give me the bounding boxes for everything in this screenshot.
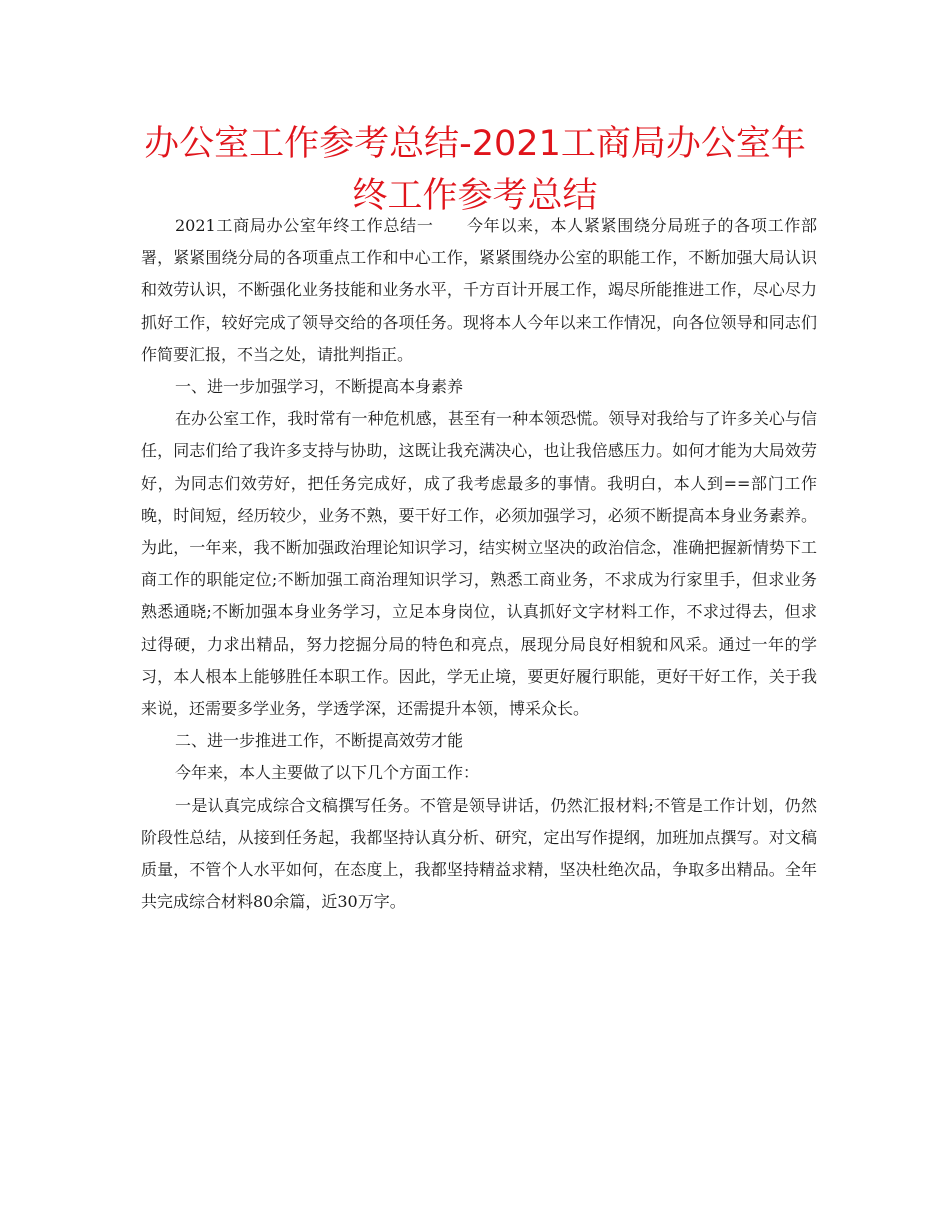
intro-paragraph: 2021工商局办公室年终工作总结一 今年以来，本人紧紧围绕分局班子的各项工作部署，紧紧围绕分局的各项重点工作和中心工作，紧紧围绕办公室的职能工作，不断加强大局认识和效劳认识，不断强化业务技能和业务水平，千方百计开展工作，竭尽所能推进工作，尽心尽力抓好工作，较好完成了领导交给的各项任务。现将本人今年以来工作情况，向各位领导和同志们作简要汇报，不当之处，请批判指正。 bbox=[141, 216, 817, 364]
document-title: 办公室工作参考总结-2021工商局办公室年终工作参考总结 bbox=[144, 124, 806, 216]
section-heading-1: 一、进一步加强学习，不断提高本身素养 bbox=[175, 377, 464, 397]
section-paragraph-1: 在办公室工作，我时常有一种危机感，甚至有一种本领恐慌。领导对我给与了许多关心与信任，同志们给了我许多支持与协助，这既让我充满决心，也让我倍感压力。如何才能为大局效劳好，为同志们效劳好，把任务完成好，成了我考虑最多的事情。我明白，本人到==部门工作晚，时间短，经历较少，业务不熟，要干好工作，必须加强学习，必须不断提高本身业务素养。为此，一年来，我不断加强政治理论知识学习，结实树立坚决的政治信念，准确把握新情势下工商工作的职能定位;不断加强工商治理知识学习，熟悉工商业务，不求成为行家里手，但求业务熟悉通晓;不断加强本身业务学习，立足本身岗位，认真抓好文字材料工作，不求过得去，但求过得硬，力求出精品，努力挖掘分局的特色和亮点，展现分局良好相貌和风采。通过一年的学习，本人根本上能够胜任本职工作。因此，学无止境，要更好履行职能，更好干好工作，关于我来说，还需要多学业务，学透学深，还需提升本领，博采众长。 bbox=[141, 409, 817, 719]
section-paragraph-2: 今年来，本人主要做了以下几个方面工作： bbox=[175, 763, 480, 783]
document-body bbox=[141, 210, 817, 918]
section-paragraph-3: 一是认真完成综合文稿撰写任务。不管是领导讲话，仍然汇报材料;不管是工作计划，仍然阶段性总结，从接到任务起，我都坚持认真分析、研究，定出写作提纲，加班加点撰写。对文稿质量，不管个人水平如何，在态度上，我都坚持精益求精，坚决杜绝次品，争取多出精品。全年共完成综合材料80余篇，近30万字。 bbox=[141, 795, 817, 912]
section-heading-2: 二、进一步推进工作，不断提高效劳才能 bbox=[175, 731, 464, 751]
